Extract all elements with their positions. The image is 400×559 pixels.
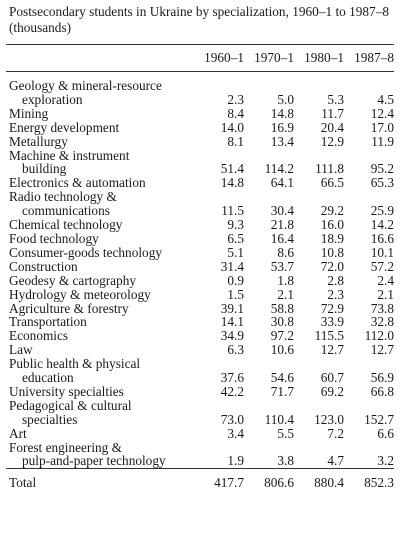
row-label	[6, 246, 192, 260]
row-value: 30.8	[270, 314, 294, 330]
row-value: 56.9	[370, 370, 394, 386]
row-value: 72.0	[320, 258, 344, 274]
row-value: 18.9	[320, 230, 344, 246]
row-label	[6, 107, 192, 121]
table-row	[6, 329, 394, 343]
row-label-continuation: pulp-and-paper technology	[22, 453, 166, 469]
table-row	[6, 121, 394, 135]
row-label	[6, 218, 192, 232]
row-value: 7.2	[327, 425, 344, 441]
total-section	[6, 469, 394, 490]
row-value: 58.8	[270, 300, 294, 316]
row-label	[6, 302, 192, 316]
row-label-text: Chemical technology	[9, 217, 123, 233]
row-value: 8.4	[227, 105, 244, 121]
row-value: 14.8	[220, 175, 244, 191]
row-value: 37.6	[220, 370, 244, 386]
row-value: 30.4	[270, 203, 294, 219]
row-value: 16.0	[320, 217, 344, 233]
table-row	[6, 260, 394, 274]
table-row	[6, 176, 394, 190]
row-value: 4.7	[327, 453, 344, 469]
column-header: 1960–1	[204, 50, 244, 66]
row-label	[6, 385, 192, 399]
table-row	[6, 441, 394, 469]
row-label-text: Forest engineering &	[9, 439, 122, 455]
row-label	[6, 441, 192, 469]
column-header: 1970–1	[254, 50, 294, 66]
row-value: 2.3	[327, 286, 344, 302]
table-caption: Postsecondary students in Ukraine by specialization, 1960–1 to 1987–8 (thousands)	[9, 4, 390, 35]
table-row	[6, 218, 394, 232]
row-value: 20.4	[320, 119, 344, 135]
header-row	[6, 45, 394, 72]
row-value: 112.0	[364, 328, 394, 344]
row-value: 66.8	[370, 383, 394, 399]
row-label-text: Geodesy & cartography	[9, 272, 137, 288]
row-value: 42.2	[220, 383, 244, 399]
row-label-text: Art	[9, 425, 27, 441]
row-value: 3.4	[227, 425, 244, 441]
table-row	[6, 246, 394, 260]
table-row	[6, 385, 394, 399]
specialization-table	[6, 45, 394, 490]
table-body	[6, 72, 394, 469]
row-value: 2.1	[377, 286, 394, 302]
table-row	[6, 232, 394, 246]
row-value: 0.9	[227, 272, 244, 288]
row-label	[6, 343, 192, 357]
row-label-text: Agriculture & forestry	[9, 300, 129, 316]
table-row	[6, 135, 394, 149]
column-header: 1987–8	[354, 50, 394, 66]
row-label	[6, 329, 192, 343]
row-label-text: Mining	[9, 105, 49, 121]
row-value: 29.2	[320, 203, 344, 219]
row-value: 14.1	[220, 314, 244, 330]
row-label	[6, 274, 192, 288]
row-value: 115.5	[314, 328, 344, 344]
row-value: 1.8	[277, 272, 294, 288]
row-label-text: Law	[9, 342, 33, 358]
table-row	[6, 288, 394, 302]
total-value: 417.7	[214, 475, 244, 491]
row-label-text: Metallurgy	[9, 133, 68, 149]
row-value: 16.4	[270, 230, 294, 246]
row-value: 3.8	[277, 453, 294, 469]
table-row	[6, 399, 394, 427]
row-value: 14.8	[270, 105, 294, 121]
row-label-continuation: education	[22, 370, 74, 386]
row-value: 5.0	[277, 91, 294, 107]
row-value: 5.5	[277, 425, 294, 441]
table-row	[6, 343, 394, 357]
row-label	[6, 176, 192, 190]
table-row	[6, 302, 394, 316]
row-value: 2.3	[227, 91, 244, 107]
row-value: 12.4	[370, 105, 394, 121]
row-value: 5.1	[227, 244, 244, 260]
row-value: 1.9	[227, 453, 244, 469]
row-value: 95.2	[370, 161, 394, 177]
row-value: 11.7	[321, 105, 344, 121]
table-row	[6, 107, 394, 121]
row-label-text: Electronics & automation	[9, 175, 146, 191]
total-value: 852.3	[364, 475, 394, 491]
row-value: 14.2	[370, 217, 394, 233]
row-label-text: Economics	[9, 328, 69, 344]
row-label	[6, 260, 192, 274]
row-value: 6.6	[377, 425, 394, 441]
row-label-text: Geology & mineral-resource	[9, 78, 162, 93]
row-value: 17.0	[370, 119, 394, 135]
row-value: 110.4	[264, 411, 294, 427]
row-value: 16.6	[370, 230, 394, 246]
row-label-continuation: communications	[22, 203, 110, 219]
row-value: 6.3	[227, 342, 244, 358]
row-value: 34.9	[220, 328, 244, 344]
row-label-text: Machine & instrument	[9, 147, 130, 163]
row-value: 60.7	[320, 370, 344, 386]
row-value: 8.6	[277, 244, 294, 260]
row-value: 10.6	[270, 342, 294, 358]
row-label	[6, 149, 192, 177]
row-value: 114.2	[264, 161, 294, 177]
row-label-text: Hydrology & meteorology	[9, 286, 151, 302]
row-label	[6, 232, 192, 246]
row-value: 51.4	[220, 161, 244, 177]
row-value: 66.5	[320, 175, 344, 191]
row-value: 11.5	[221, 203, 244, 219]
row-value: 4.5	[377, 91, 394, 107]
row-label-text: Radio technology &	[9, 189, 117, 205]
row-value: 11.9	[371, 133, 394, 149]
row-value: 111.8	[315, 161, 344, 177]
total-value: 806.6	[264, 475, 294, 491]
row-label-continuation: building	[22, 161, 67, 177]
row-value: 53.7	[270, 258, 294, 274]
row-value: 10.8	[320, 244, 344, 260]
row-label	[6, 427, 192, 441]
table-row	[6, 190, 394, 218]
row-value: 72.9	[320, 300, 344, 316]
row-value: 54.6	[270, 370, 294, 386]
row-value: 14.0	[220, 119, 244, 135]
row-value: 97.2	[270, 328, 294, 344]
row-value: 2.1	[277, 286, 294, 302]
row-label	[6, 357, 192, 385]
row-value: 65.3	[370, 175, 394, 191]
row-label	[6, 135, 192, 149]
row-label-text: Energy development	[9, 119, 120, 135]
row-value: 31.4	[220, 258, 244, 274]
row-value: 12.7	[370, 342, 394, 358]
total-value: 880.4	[314, 475, 344, 491]
row-value: 123.0	[314, 411, 344, 427]
row-label-continuation: exploration	[22, 91, 83, 107]
row-value: 6.5	[227, 230, 244, 246]
table-row	[6, 274, 394, 288]
row-label-text: University specialties	[9, 383, 124, 399]
row-value: 2.4	[377, 272, 394, 288]
row-value: 39.1	[220, 300, 244, 316]
total-label: Total	[9, 475, 37, 491]
row-label	[6, 288, 192, 302]
table-row	[6, 357, 394, 385]
total-row	[6, 469, 394, 490]
row-value: 10.1	[370, 244, 394, 260]
row-value: 13.4	[270, 133, 294, 149]
row-value: 152.7	[364, 411, 394, 427]
row-value: 69.2	[320, 383, 344, 399]
row-label-continuation: specialties	[22, 411, 78, 427]
row-label-text: Consumer-goods technology	[9, 244, 162, 260]
table-row	[6, 149, 394, 177]
row-value: 5.3	[327, 91, 344, 107]
row-label	[6, 79, 192, 107]
column-header: 1980–1	[304, 50, 344, 66]
row-label-text: Pedagogical & cultural	[9, 397, 132, 413]
row-value: 71.7	[270, 383, 294, 399]
row-value: 8.1	[227, 133, 244, 149]
row-value: 73.8	[370, 300, 394, 316]
row-value: 9.3	[227, 217, 244, 233]
table-row	[6, 79, 394, 107]
row-label-text: Construction	[9, 258, 78, 274]
row-value: 1.5	[227, 286, 244, 302]
header-label-cell	[6, 45, 192, 72]
row-value: 73.0	[220, 411, 244, 427]
row-label-text: Public health & physical	[9, 356, 141, 372]
row-value: 21.8	[270, 217, 294, 233]
row-value: 12.7	[320, 342, 344, 358]
row-value: 12.9	[320, 133, 344, 149]
row-value: 25.9	[370, 203, 394, 219]
table-row	[6, 315, 394, 329]
row-value: 57.2	[370, 258, 394, 274]
row-value: 32.8	[370, 314, 394, 330]
row-value: 64.1	[270, 175, 294, 191]
row-value: 2.8	[327, 272, 344, 288]
row-label	[6, 190, 192, 218]
row-label-text: Transportation	[9, 314, 87, 330]
row-label-text: Food technology	[9, 230, 99, 246]
row-value: 3.2	[377, 453, 394, 469]
table-row	[6, 427, 394, 441]
row-label	[6, 315, 192, 329]
row-label	[6, 121, 192, 135]
row-label	[6, 399, 192, 427]
row-value: 33.9	[320, 314, 344, 330]
row-value: 16.9	[270, 119, 294, 135]
